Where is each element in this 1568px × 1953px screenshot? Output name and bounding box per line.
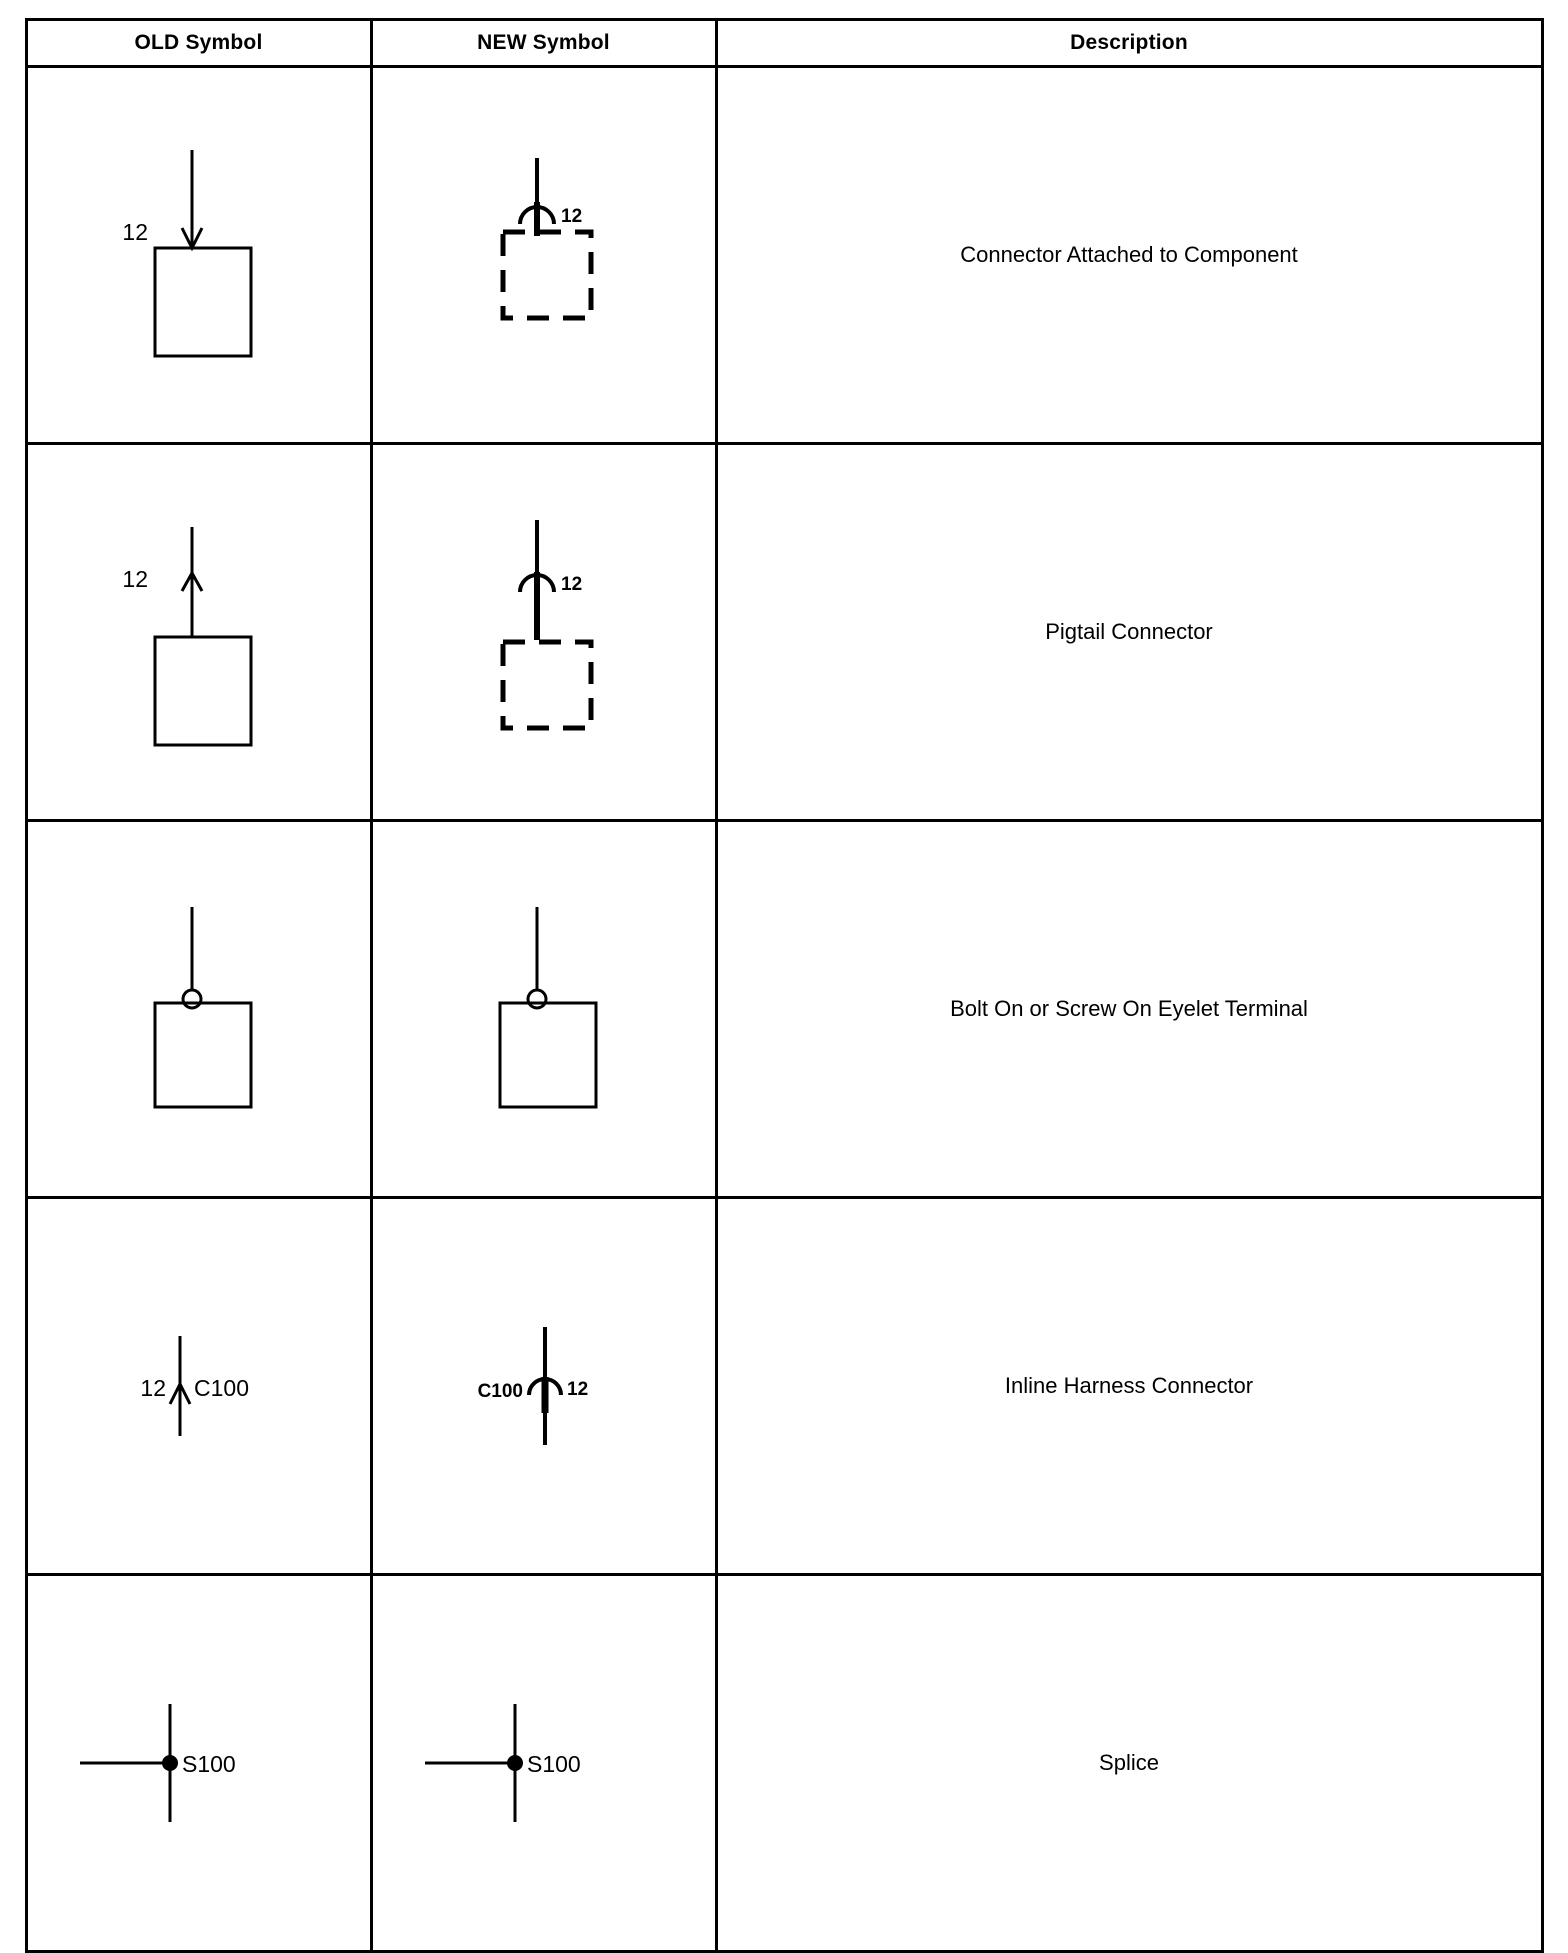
symbol-canvas — [373, 822, 718, 1196]
header-row — [26, 20, 1542, 67]
description-pigtail: Pigtail Connector — [716, 444, 1542, 821]
symbol-canvas — [28, 68, 373, 442]
symbol-canvas — [28, 1576, 373, 1950]
table-row — [26, 67, 1542, 444]
old-symbol-connector-attached — [26, 67, 371, 444]
table-body — [26, 67, 1542, 1952]
old-splice-icon — [60, 1698, 340, 1828]
new-eyelet-icon — [445, 899, 645, 1119]
old-inline-icon — [70, 1326, 330, 1446]
symbol-canvas — [28, 822, 373, 1196]
symbol-canvas — [373, 1576, 718, 1950]
old-connector-attached-icon — [100, 140, 300, 370]
new-symbol-eyelet — [371, 821, 716, 1198]
description-splice: Splice — [716, 1575, 1542, 1952]
old-eyelet-icon — [100, 899, 300, 1119]
table-row — [26, 1198, 1542, 1575]
symbol-canvas — [373, 445, 718, 819]
new-symbol-label: 12 — [561, 206, 583, 227]
symbol-canvas — [373, 68, 718, 442]
old-symbol-inline — [26, 1198, 371, 1575]
new-symbol-connector-attached — [371, 67, 716, 444]
new-symbol-pigtail — [371, 444, 716, 821]
new-symbol-gauge-label: 12 — [567, 1379, 589, 1400]
table-row — [26, 444, 1542, 821]
new-pigtail-icon — [445, 512, 645, 752]
old-symbol-connector-label: C100 — [194, 1375, 249, 1401]
new-symbol-label: S100 — [527, 1751, 581, 1777]
column-header-old-symbol: OLD Symbol — [26, 20, 371, 67]
description-inline: Inline Harness Connector — [716, 1198, 1542, 1575]
new-symbol-label: 12 — [561, 574, 583, 595]
table-row — [26, 1575, 1542, 1952]
old-symbol-pigtail — [26, 444, 371, 821]
symbol-canvas — [28, 1199, 373, 1573]
new-symbol-inline — [371, 1198, 716, 1575]
description-eyelet: Bolt On or Screw On Eyelet Terminal — [716, 821, 1542, 1198]
table-row — [26, 821, 1542, 1198]
table-header — [26, 20, 1542, 67]
description-connector-attached: Connector Attached to Component — [716, 67, 1542, 444]
new-inline-icon — [415, 1321, 675, 1451]
symbol-canvas — [373, 1199, 718, 1573]
column-header-description: Description — [716, 20, 1542, 67]
old-symbol-gauge-label: 12 — [140, 1375, 166, 1401]
old-symbol-splice — [26, 1575, 371, 1952]
symbol-canvas — [28, 445, 373, 819]
old-symbol-label: 12 — [122, 219, 148, 245]
old-symbol-label: 12 — [122, 566, 148, 592]
column-header-new-symbol: NEW Symbol — [371, 20, 716, 67]
old-symbol-label: S100 — [182, 1751, 236, 1777]
old-symbol-eyelet — [26, 821, 371, 1198]
new-splice-icon — [405, 1698, 685, 1828]
new-connector-attached-icon — [445, 140, 645, 370]
old-pigtail-icon — [100, 517, 300, 747]
symbol-legend-table — [25, 18, 1544, 1953]
new-symbol-splice — [371, 1575, 716, 1952]
new-symbol-connector-label: C100 — [477, 1381, 523, 1402]
